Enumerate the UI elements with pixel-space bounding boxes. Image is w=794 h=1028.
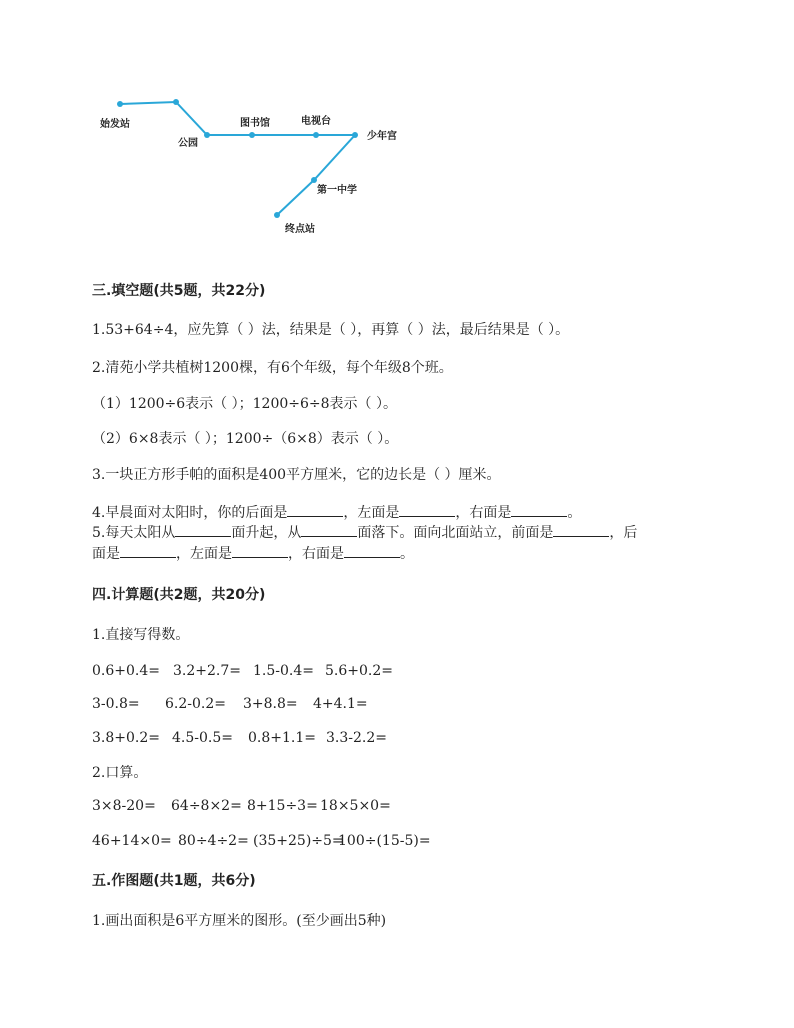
s3-q5a-text1: 5.每天太阳从 xyxy=(92,525,176,541)
s4-q1: 1.直接写得数。 xyxy=(92,627,190,643)
calc-item: 0.6+0.4= xyxy=(92,663,160,679)
stop-park xyxy=(204,132,210,138)
label-tv: 电视台 xyxy=(301,116,331,127)
stop-school xyxy=(311,177,317,183)
s3-q3: 3.一块正方形手帕的面积是400平方厘米，它的边长是（ ）厘米。 xyxy=(92,467,501,483)
label-library: 图书馆 xyxy=(240,118,270,129)
s3-q5b xyxy=(92,545,414,563)
s3-q2: 2.清苑小学共植树1200棵，有6个年级，每个年级8个班。 xyxy=(92,360,453,376)
s3-q1: 1.53+64÷4，应先算（ ）法，结果是（ ），再算（ ）法，最后结果是（ ）。 xyxy=(92,322,570,338)
calc-item: (35+25)÷5= xyxy=(253,833,344,849)
s3-q2b: （2）6×8表示（ ）；1200÷（6×8）表示（ ）。 xyxy=(92,431,399,447)
calc-item: 0.8+1.1= xyxy=(248,730,316,746)
label-end: 终点站 xyxy=(285,224,315,235)
s5-q1: 1.画出面积是6平方厘米的图形。(至少画出5种) xyxy=(92,913,387,929)
calc-item: 100÷(15-5)= xyxy=(338,833,431,849)
s3-q4-text1: 4.早晨面对太阳时，你的后面是 xyxy=(92,505,288,521)
calc-item: 64÷8×2= xyxy=(171,798,242,814)
answer-blank[interactable] xyxy=(120,545,176,558)
s3-q5b-text1: 面是 xyxy=(92,546,120,562)
stop-palace xyxy=(352,132,358,138)
label-start: 始发站 xyxy=(100,119,130,130)
s3-q5b-text2: ，左面是 xyxy=(176,546,232,562)
calc-item: 4.5-0.5= xyxy=(172,730,233,746)
answer-blank[interactable] xyxy=(399,504,455,517)
label-school: 第一中学 xyxy=(317,185,357,196)
answer-blank[interactable] xyxy=(287,504,343,517)
label-park: 公园 xyxy=(178,138,198,149)
answer-blank[interactable] xyxy=(175,524,231,537)
calc-item: 3.8+0.2= xyxy=(92,730,160,746)
s3-q5a-text4: ，后 xyxy=(609,525,638,541)
calc-item: 1.5-0.4= xyxy=(253,663,314,679)
route-map xyxy=(0,0,794,250)
calc-item: 3×8-20= xyxy=(92,798,156,814)
answer-blank[interactable] xyxy=(511,504,567,517)
s3-q5b-text4: 。 xyxy=(400,546,414,562)
calc-item: 46+14×0= xyxy=(92,833,172,849)
stop-bend xyxy=(173,99,179,105)
s3-q4-text2: ，左面是 xyxy=(343,505,400,521)
calc-item: 5.6+0.2= xyxy=(325,663,393,679)
s3-q5a-text3: 面落下。面向北面站立，前面是 xyxy=(357,525,554,541)
s3-q5b-text3: ，右面是 xyxy=(288,546,344,562)
answer-blank[interactable] xyxy=(301,524,357,537)
section3-heading: 三.填空题(共5题，共22分) xyxy=(92,283,266,299)
calc-item: 3-0.8= xyxy=(92,696,140,712)
label-palace: 少年宫 xyxy=(367,131,397,142)
stop-library xyxy=(249,132,255,138)
stop-end xyxy=(274,212,280,218)
stop-tv xyxy=(313,132,319,138)
calc-item: 4+4.1= xyxy=(313,696,368,712)
s3-q4 xyxy=(92,504,581,522)
calc-item: 80÷4÷2= xyxy=(178,833,249,849)
section5-heading: 五.作图题(共1题，共6分) xyxy=(92,873,256,889)
answer-blank[interactable] xyxy=(344,545,400,558)
calc-item: 6.2-0.2= xyxy=(165,696,226,712)
stop-start xyxy=(117,101,123,107)
s4-q2: 2.口算。 xyxy=(92,765,148,781)
section4-heading: 四.计算题(共2题，共20分) xyxy=(92,587,266,603)
answer-blank[interactable] xyxy=(553,524,609,537)
s3-q5a-text2: 面升起，从 xyxy=(231,525,302,541)
s3-q2a: （1）1200÷6表示（ ）；1200÷6÷8表示（ ）。 xyxy=(92,396,397,412)
s3-q4-text3: ，右面是 xyxy=(455,505,512,521)
calc-item: 3.2+2.7= xyxy=(173,663,241,679)
s3-q4-text4: 。 xyxy=(567,505,582,521)
calc-item: 8+15÷3= xyxy=(247,798,318,814)
calc-item: 18×5×0= xyxy=(320,798,391,814)
calc-item: 3.3-2.2= xyxy=(326,730,387,746)
s3-q5a xyxy=(92,524,637,542)
calc-item: 3+8.8= xyxy=(243,696,298,712)
answer-blank[interactable] xyxy=(232,545,288,558)
